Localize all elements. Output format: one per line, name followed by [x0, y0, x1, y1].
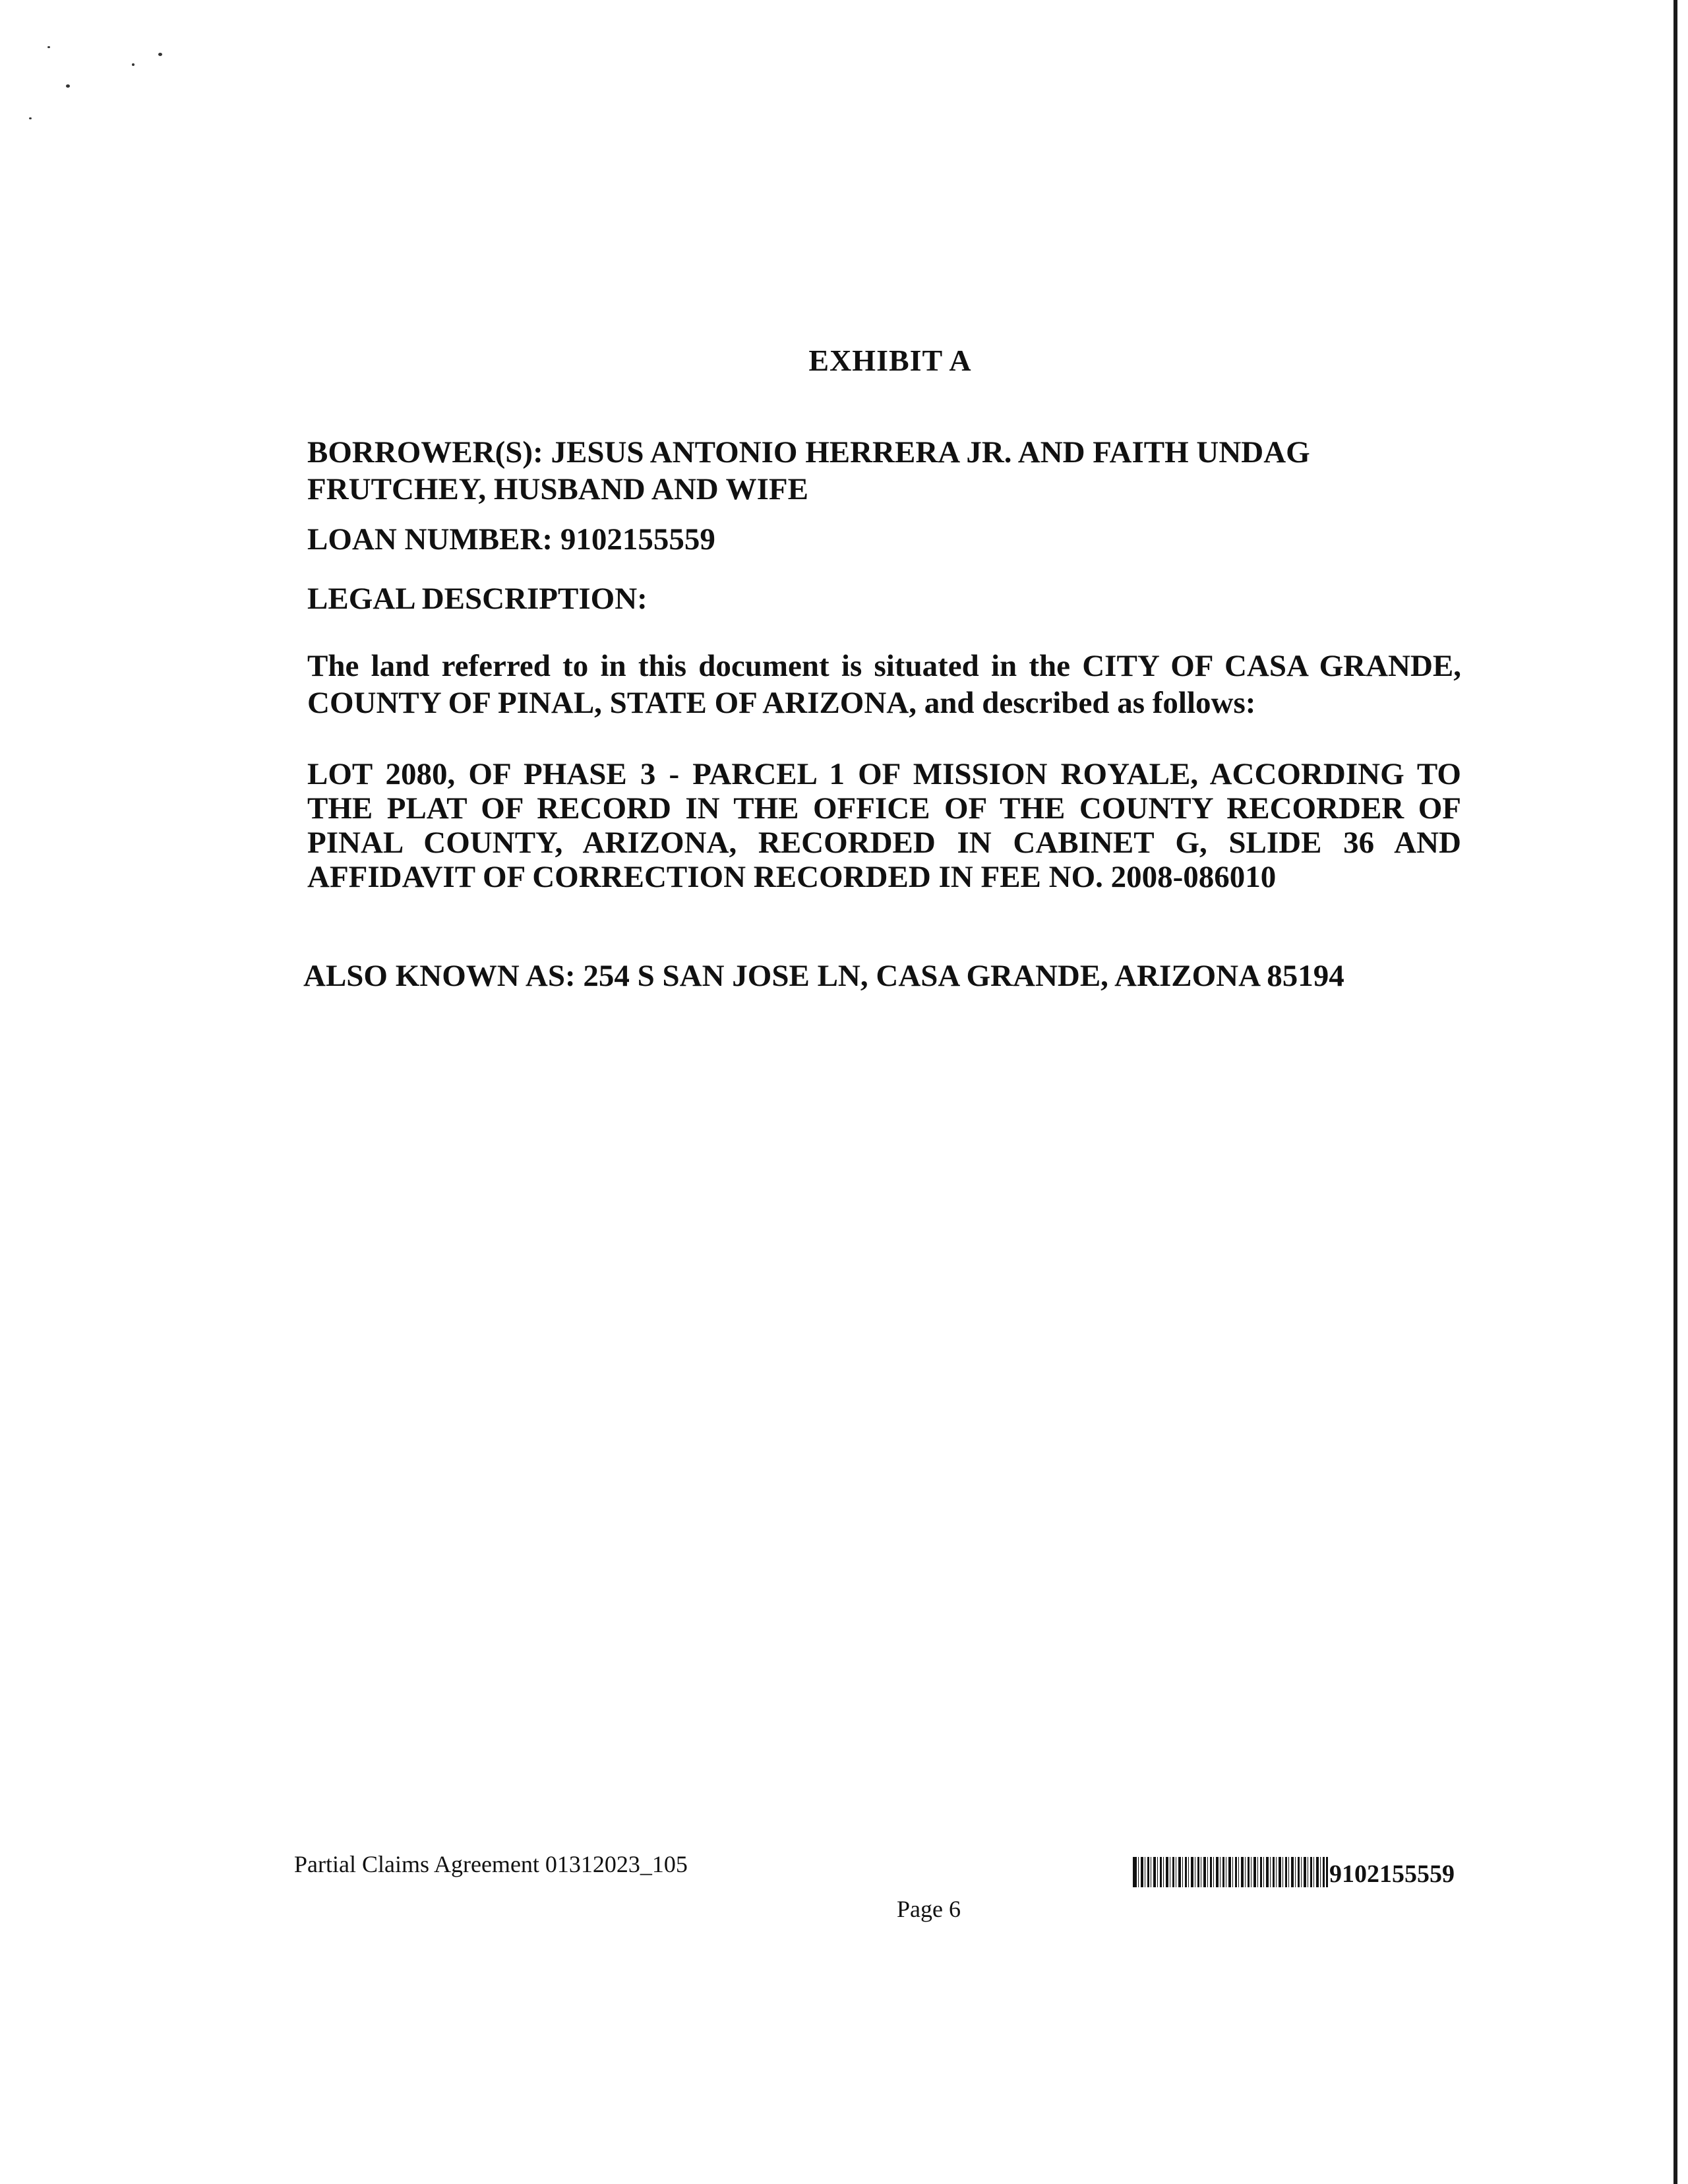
- borrower-block: [307, 434, 1461, 508]
- scan-speck: [66, 84, 70, 88]
- scan-speck: [29, 117, 32, 119]
- barcode-number: 9102155559: [1329, 1860, 1455, 1888]
- also-known-as: ALSO KNOWN AS: 254 S SAN JOSE LN, CASA GRANDE, ARIZONA 85194: [303, 959, 1344, 993]
- loan-number: LOAN NUMBER: 9102155559: [307, 522, 715, 557]
- legal-description-heading: LEGAL DESCRIPTION:: [307, 582, 648, 616]
- barcode-graphic: [1133, 1857, 1328, 1887]
- scan-speck: [132, 63, 135, 66]
- land-paragraph: The land referred to in this document is situated in the CITY OF CASA GRANDE, COUNTY OF PINAL, STATE OF ARIZONA, and described as follows:: [307, 649, 1461, 720]
- footer-document-id: Partial Claims Agreement 01312023_105: [294, 1851, 688, 1877]
- scan-speck: [158, 53, 162, 56]
- footer-barcode: [1133, 1854, 1455, 1887]
- scan-edge-line: [1673, 0, 1677, 2184]
- exhibit-title: EXHIBIT A: [808, 344, 972, 377]
- borrower-line-1: BORROWER(S): JESUS ANTONIO HERRERA JR. AND FAITH UNDAG: [307, 435, 1310, 470]
- page-number: Page 6: [897, 1896, 961, 1922]
- scan-speck: [47, 46, 50, 48]
- borrower-line-2: FRUTCHEY, HUSBAND AND WIFE: [307, 472, 808, 506]
- lot-paragraph: LOT 2080, OF PHASE 3 - PARCEL 1 OF MISSION ROYALE, ACCORDING TO THE PLAT OF RECORD IN THE OFFICE OF THE COUNTY RECORDER OF PINAL COUNTY, ARIZONA, RECORDED IN CABINET G, SLIDE 36 AND AFFIDAVIT OF CORRECTION RECORDED IN FEE NO. 2008-086010: [307, 757, 1461, 894]
